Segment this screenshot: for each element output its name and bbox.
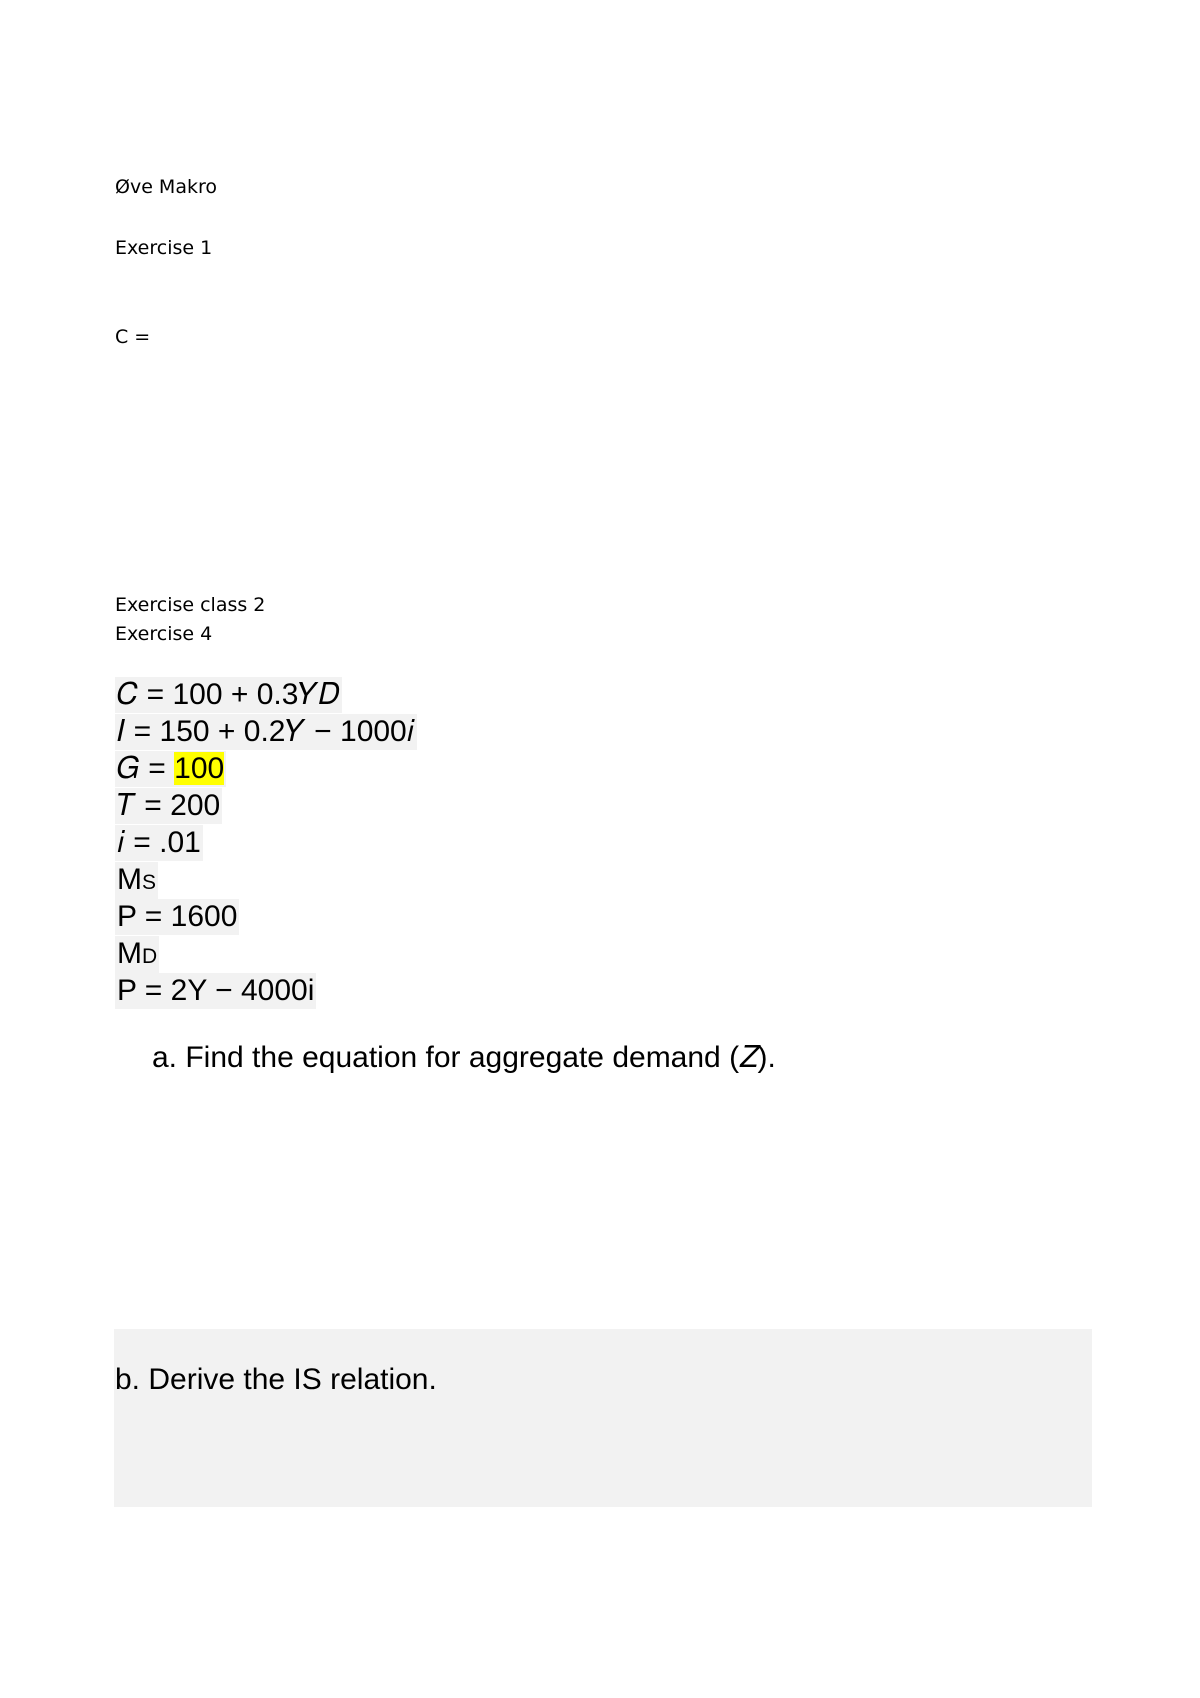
money-supply-sub: S xyxy=(142,871,157,894)
equation-government-prefix: 𝐺 = xyxy=(117,752,175,785)
question-a: a. Find the equation for aggregate demand (𝑍). xyxy=(152,1041,776,1074)
money-demand-sub: D xyxy=(142,945,158,968)
equation-interest-rate: 𝑖 = .01 xyxy=(117,826,201,859)
document-heading: Øve Makro xyxy=(115,176,217,198)
equation-taxes: 𝑇 = 200 xyxy=(117,789,221,822)
equation-government xyxy=(115,751,226,787)
money-supply-main: M xyxy=(117,863,142,896)
answer-shaded-block xyxy=(114,1329,1092,1507)
equation-investment: 𝐼 = 150 + 0.2𝑌 − 1000𝑖 xyxy=(117,715,415,748)
exercise-1-c-line: C = xyxy=(115,326,151,348)
equation-consumption: 𝐶 = 100 + 0.3𝑌𝐷 xyxy=(117,678,340,711)
question-b: b. Derive the IS relation. xyxy=(115,1363,437,1396)
money-demand-main: M xyxy=(117,937,142,970)
equation-money-demand: P = 2Y − 4000i xyxy=(117,974,315,1007)
highlighted-value: 100 xyxy=(174,752,225,785)
exercise-4-title: Exercise 4 xyxy=(115,623,213,645)
equation-money-supply: P = 1600 xyxy=(117,900,238,933)
exercise-1-title: Exercise 1 xyxy=(115,237,213,259)
exercise-class-2-title: Exercise class 2 xyxy=(115,594,266,616)
money-demand-label xyxy=(115,936,159,975)
money-supply-label xyxy=(115,862,158,901)
